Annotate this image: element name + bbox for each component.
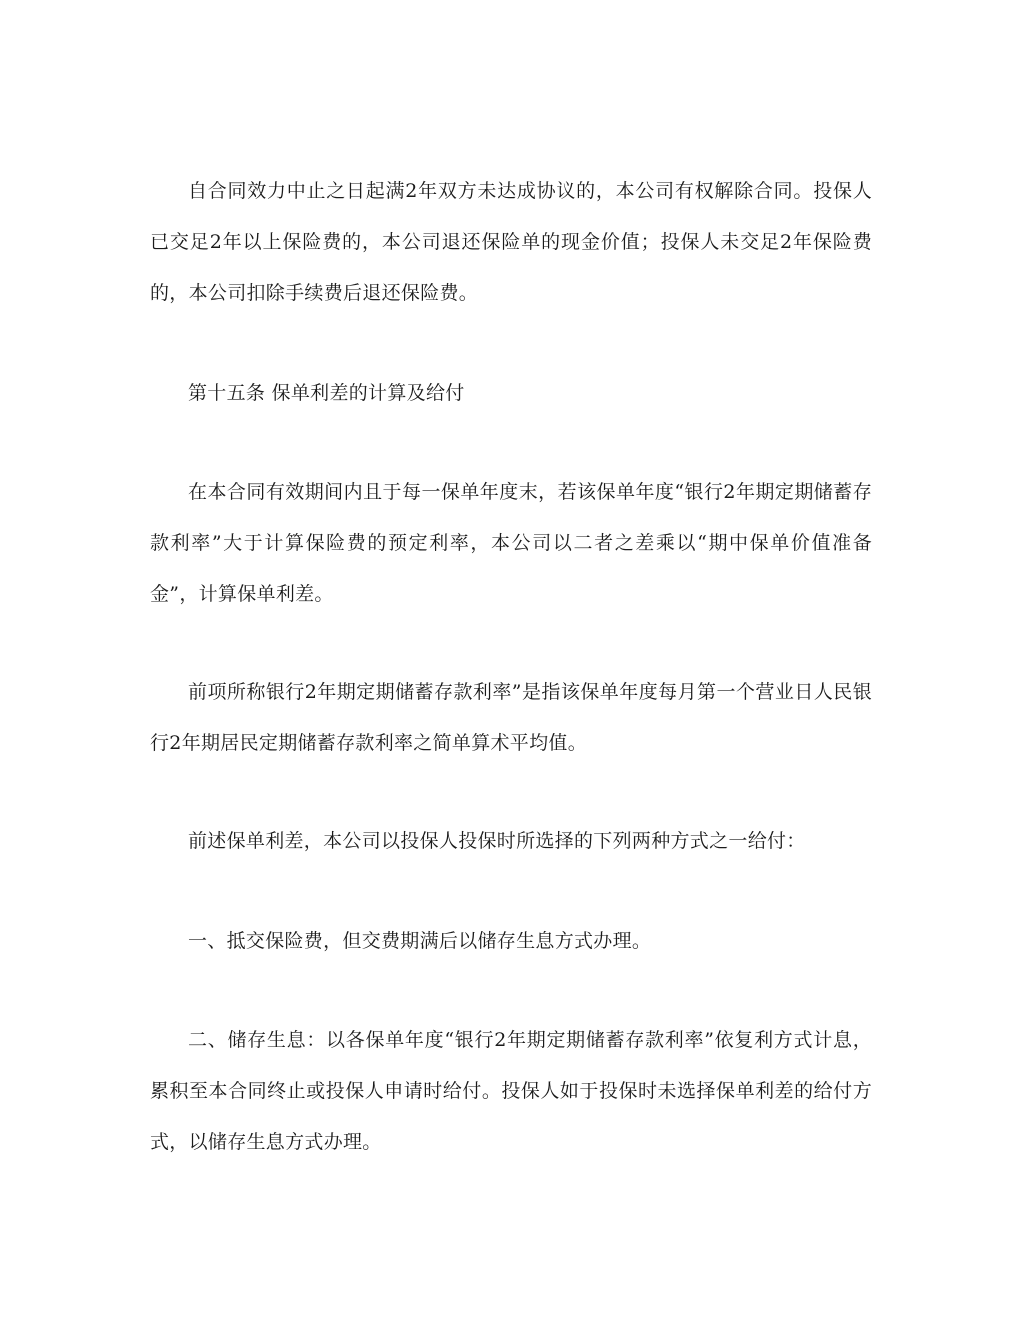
paragraph-interest-difference-calc: 在本合同有效期间内且于每一保单年度末，若该保单年度“银行2年期定期储蓄存款利率”大于计算保险费的预定利率，本公司以二者之差乘以“期中保单价值准备金”，计算保单利差。 bbox=[150, 481, 872, 605]
list-item-method-2: 二、储存生息：以各保单年度“银行2年期定期储蓄存款利率”依复利方式计息，累积至本合同终止或投保人申请时给付。投保人如于投保时未选择保单利差的给付方式，以储存生息方式办理。 bbox=[150, 1029, 872, 1153]
section-heading-article-15: 第十五条 保单利差的计算及给付 bbox=[188, 382, 465, 404]
document-page bbox=[150, 166, 872, 1168]
paragraph-rate-definition: 前项所称银行2年期定期储蓄存款利率”是指该保单年度每月第一个营业日人民银行2年期居民定期储蓄存款利率之简单算术平均值。 bbox=[150, 681, 872, 754]
paragraph-payment-methods: 前述保单利差，本公司以投保人投保时所选择的下列两种方式之一给付： bbox=[188, 830, 806, 852]
paragraph-contract-termination: 自合同效力中止之日起满2年双方未达成协议的，本公司有权解除合同。投保人已交足2年以上保险费的，本公司退还保险单的现金价值；投保人未交足2年保险费的，本公司扣除手续费后退还保险费。 bbox=[150, 180, 872, 304]
list-item-method-1: 一、抵交保险费，但交费期满后以储存生息方式办理。 bbox=[188, 930, 652, 952]
